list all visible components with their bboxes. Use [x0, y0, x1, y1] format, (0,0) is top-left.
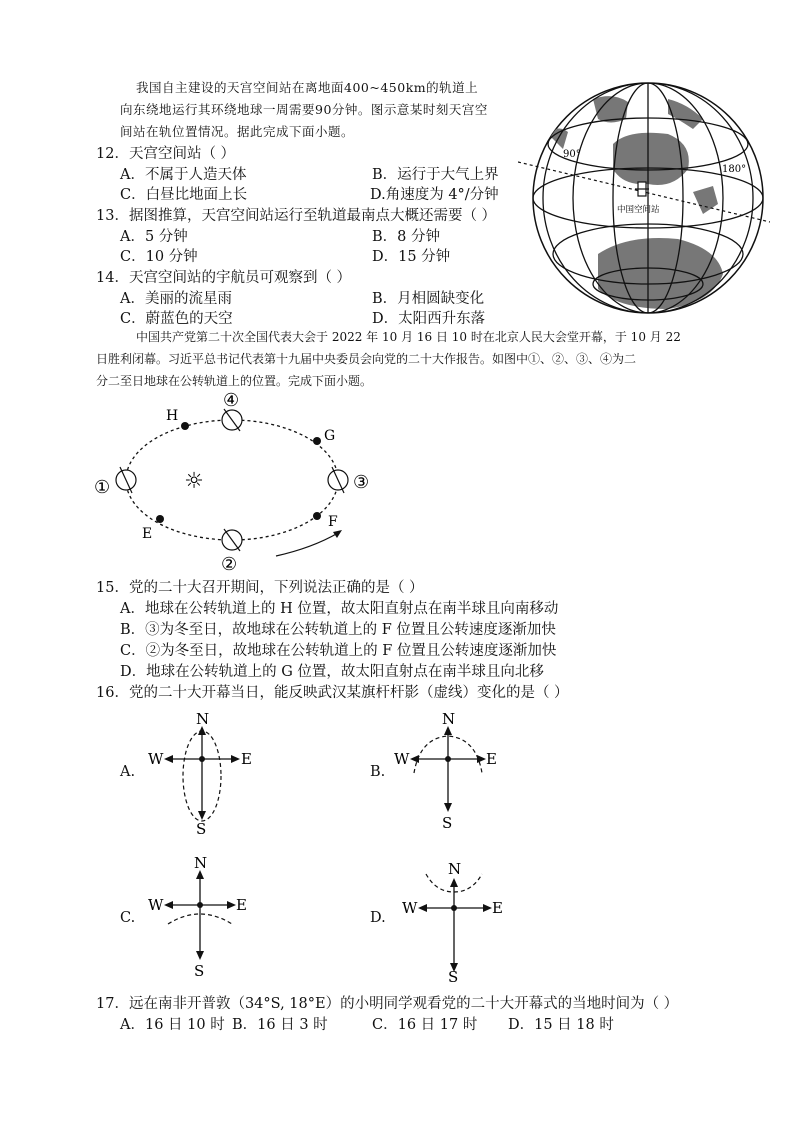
point-f — [313, 512, 321, 520]
pos-2-label: ② — [221, 554, 238, 573]
q12-option-b[interactable]: B．运行于大气上界 — [372, 167, 499, 183]
dir-e: E — [492, 899, 503, 917]
dir-s: S — [194, 962, 205, 980]
orbit-figure — [90, 388, 390, 573]
dir-s: S — [196, 820, 207, 838]
intro1-line1: 我国自主建设的天宫空间站在离地面400~450km的轨道上 — [136, 80, 479, 95]
dir-n: N — [442, 710, 456, 728]
q12-stem: 12．天宫空间站（ ） — [96, 146, 236, 162]
dir-n: N — [196, 710, 210, 728]
compass-d — [392, 852, 512, 982]
q16-option-a[interactable]: A. — [120, 764, 136, 780]
label-h: H — [166, 408, 179, 424]
q15-option-b[interactable]: B．③为冬至日，故地球在公转轨道上的 F 位置且公转速度逐渐加快 — [120, 622, 556, 638]
q15-option-d[interactable]: D．地球在公转轨道上的 G 位置，故太阳直射点在南半球且向北移 — [120, 664, 544, 680]
dir-w: W — [148, 896, 164, 914]
q14-stem: 14．天宫空间站的宇航员可观察到（ ） — [96, 270, 352, 286]
q13-option-d[interactable]: D．15 分钟 — [372, 249, 451, 265]
q12-option-d[interactable]: D.角速度为 4°/分钟 — [370, 187, 499, 203]
label-f: F — [328, 514, 338, 530]
pos-3-label: ③ — [353, 472, 370, 493]
label-g: G — [324, 428, 336, 444]
dir-w: W — [148, 750, 164, 768]
q16-option-b[interactable]: B. — [370, 764, 386, 780]
q17-stem: 17．远在南非开普敦（34°S, 18°E）的小明同学观看党的二十大开幕式的当地时间为（ ） — [96, 996, 679, 1012]
earth-pos-2 — [222, 529, 242, 551]
globe-label-180: 180° — [722, 164, 747, 175]
q14-option-b[interactable]: B．月相圆缺变化 — [372, 291, 485, 307]
intro2-line3: 分二至日地球在公转轨道上的位置。完成下面小题。 — [96, 374, 373, 388]
dir-n: N — [448, 860, 462, 878]
pos-1-label: ① — [94, 477, 111, 498]
label-e: E — [142, 526, 153, 542]
dir-e: E — [486, 750, 497, 768]
station-label: 中国空间站 — [617, 205, 660, 215]
compass-c — [140, 852, 260, 982]
globe-figure — [518, 74, 770, 326]
q12-option-c[interactable]: C．白昼比地面上长 — [120, 187, 248, 203]
q17-option-a[interactable]: A．16 日 10 时 — [120, 1017, 225, 1033]
q12-option-a[interactable]: A．不属于人造天体 — [120, 167, 247, 183]
dir-s: S — [442, 814, 453, 832]
q17-option-b[interactable]: B．16 日 3 时 — [232, 1017, 328, 1033]
point-h — [181, 422, 189, 430]
earth-pos-3 — [328, 467, 348, 493]
pos-4-label: ④ — [223, 390, 240, 411]
dir-e: E — [236, 896, 247, 914]
q15-option-c[interactable]: C．②为冬至日，故地球在公转轨道上的 F 位置且公转速度逐渐加快 — [120, 643, 557, 659]
q16-option-c[interactable]: C. — [120, 910, 136, 926]
dir-s: S — [448, 968, 459, 982]
earth-pos-4 — [222, 409, 242, 431]
q14-option-c[interactable]: C．蔚蓝色的天空 — [120, 311, 233, 327]
revolution-arrow — [276, 533, 338, 556]
dir-n: N — [194, 854, 208, 872]
q17-option-d[interactable]: D．15 日 18 时 — [508, 1017, 614, 1033]
q13-stem: 13．据图推算，天宫空间站运行至轨道最南点大概还需要（ ） — [96, 208, 497, 224]
compass-b — [390, 708, 510, 838]
intro1-line3: 间站在轨位置情况。据此完成下面小题。 — [120, 124, 355, 139]
sun-icon: ☼ — [184, 469, 204, 494]
q13-option-c[interactable]: C．10 分钟 — [120, 249, 198, 265]
q17-option-c[interactable]: C．16 日 17 时 — [372, 1017, 478, 1033]
intro1-line2: 向东绕地运行其环绕地球一周需要90分钟。图示意某时刻天宫空 — [120, 102, 488, 117]
q13-option-a[interactable]: A．5 分钟 — [120, 229, 188, 245]
compass-a — [140, 708, 260, 838]
q14-option-a[interactable]: A．美丽的流星雨 — [120, 291, 232, 307]
q16-stem: 16．党的二十大开幕当日，能反映武汉某旗杆杆影（虚线）变化的是（ ） — [96, 685, 569, 701]
point-e — [156, 515, 164, 523]
intro2-line1: 中国共产党第二十次全国代表大会于 2022 年 10 月 16 日 10 时在北京人民大会堂开幕，于 10 月 22 — [136, 330, 681, 344]
q16-option-d[interactable]: D. — [370, 910, 386, 926]
dir-e: E — [241, 750, 252, 768]
q13-option-b[interactable]: B．8 分钟 — [372, 229, 440, 245]
q15-option-a[interactable]: A．地球在公转轨道上的 H 位置，故太阳直射点在南半球且向南移动 — [120, 601, 559, 617]
point-g — [313, 437, 321, 445]
q15-stem: 15．党的二十大召开期间，下列说法正确的是（ ） — [96, 580, 424, 596]
globe-label-90: 90° — [563, 149, 581, 160]
dir-w: W — [402, 899, 418, 917]
dir-w: W — [394, 750, 410, 768]
earth-pos-1 — [116, 467, 136, 493]
intro2-line2: 日胜利闭幕。习近平总书记代表第十九届中央委员会向党的二十大作报告。如图中①、②、③、④为二 — [96, 352, 637, 366]
q14-option-d[interactable]: D．太阳西升东落 — [372, 311, 486, 327]
